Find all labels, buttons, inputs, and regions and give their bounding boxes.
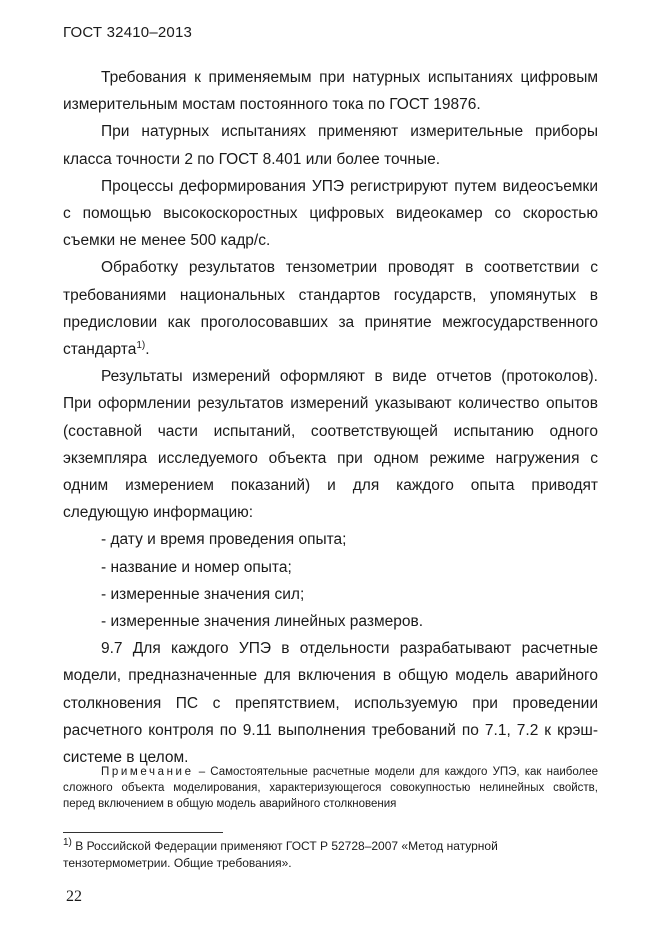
- footnote-reference[interactable]: 1): [136, 339, 146, 351]
- list-item: - дату и время проведения опыта;: [101, 531, 347, 549]
- footnote: [63, 838, 598, 872]
- paragraph-text: Обработку результатов тензометрии проводят в соответствии с требованиями национальных стандартов государств, упомянутых в предисловии как проголосовавших за принятие межгосударственного стандарта: [63, 259, 598, 359]
- list-item: - измеренные значения сил;: [101, 585, 305, 603]
- list-item: - измеренные значения линейных размеров.: [101, 613, 424, 631]
- footnote-marker: 1): [63, 837, 72, 848]
- paragraph: Требования к применяемым при натурных испытаниях цифровым измерительным мостам постоянного тока по ГОСТ 19876.: [63, 69, 598, 114]
- footnote-text: В Российской Федерации применяют ГОСТ Р 52728–2007 «Метод натурной тензотермометрии. Общие требования».: [63, 839, 498, 870]
- paragraph-tail: .: [145, 341, 150, 359]
- paragraph: Процессы деформирования УПЭ регистрируют путем видеосъемки с помощью высокоскоростных цифровых видеокамер со скоростью съемки не менее 500 кадр/с.: [63, 177, 598, 250]
- body-text: [63, 64, 598, 771]
- paragraph: [63, 254, 598, 363]
- note-text: – Самостоятельные расчетные модели для каждого УПЭ, как наиболее сложного объекта моделирования, характеризующегося совокупностью нелинейных свойств, перед включением в общую модель аварийного столкновения: [63, 766, 598, 810]
- paragraph: При натурных испытаниях применяют измерительные приборы класса точности 2 по ГОСТ 8.401 или более точные.: [63, 123, 598, 168]
- page-number: 22: [66, 888, 82, 905]
- note-label: Примечание: [101, 766, 194, 778]
- paragraph: 9.7 Для каждого УПЭ в отдельности разрабатывают расчетные модели, предназначенные для включения в общую модель аварийного столкновения ПС с препятствием, используемую при проведении расчетного контроля по 9.11 выполнения требований по 7.1, 7.2 к крэш-системе в целом.: [63, 640, 598, 767]
- footnote-divider: [63, 832, 223, 833]
- note: [63, 764, 598, 812]
- list-item: - название и номер опыта;: [101, 558, 292, 576]
- paragraph: Результаты измерений оформляют в виде отчетов (протоколов). При оформлении результатов измерений указывают количество опытов (составной части испытаний, соответствующей испытанию одного экземпляра исследуемого объекта при одном режиме нагружения с одним измерением показаний) и для каждого опыта приводят следующую информацию:: [63, 368, 598, 522]
- document-header: ГОСТ 32410–2013: [63, 24, 193, 41]
